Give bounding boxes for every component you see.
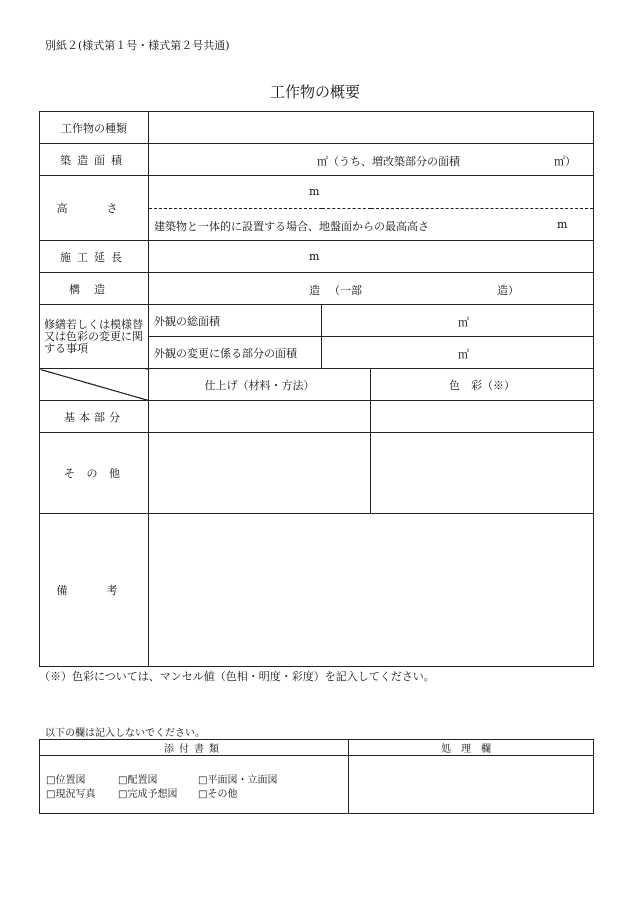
base-color-field[interactable] [371,401,594,433]
kind-field[interactable] [149,112,594,144]
kind-label: 工作物の種類 [40,112,149,144]
total-area-unit: ㎡ [458,316,469,329]
page-title: 工作物の概要 [269,83,360,101]
other-color-field[interactable] [371,433,594,514]
base-finish-field[interactable] [149,401,371,433]
attach-header: 添付書類 [40,740,349,756]
color-note: （※）色彩については、マンセル値（色相・明度・彩度）を記入してください。 [39,670,435,683]
office-instruction: 以下の欄は記入しないでください。 [45,728,205,739]
length-unit: m [309,250,320,263]
process-field [349,756,594,814]
form-reference: 別紙２(様式第１号・様式第２号共通) [45,39,230,52]
color-header: 色 彩（※） [371,369,594,401]
height-label: 高 さ [40,176,149,241]
changed-area-field[interactable] [322,337,594,369]
total-area-field[interactable] [322,305,594,337]
area-field[interactable] [149,144,594,176]
remarks-field[interactable] [149,514,594,667]
total-area-label: 外観の総面積 [149,305,322,337]
structure-field[interactable] [149,273,594,305]
process-header: 処理欄 [349,740,594,756]
max-height-field[interactable] [149,209,594,241]
finish-header: 仕上げ（材料・方法） [149,369,371,401]
attach-photo[interactable]: □現況写真 [46,789,96,800]
length-label: 施工延長 [40,241,149,273]
repair-label: 修繕若しくは模様替又は色彩の変更に関する事項 [40,305,149,369]
attach-other[interactable]: □その他 [198,789,238,800]
area-label: 築造面積 [40,144,149,176]
area-unit-end: ㎡） [554,155,576,168]
attachments-cell [40,756,349,814]
area-unit: ㎡（うち、増改築部分の面積 [317,155,460,168]
height-field[interactable] [149,176,594,209]
attach-layout-plan[interactable]: □配置図 [118,775,158,786]
attach-rendering[interactable]: □完成予想図 [118,789,178,800]
structure-value: 造 [309,284,320,297]
length-field[interactable] [149,241,594,273]
structure-partial-end: 造） [497,284,519,297]
other-label: そ の 他 [40,433,149,514]
structure-label: 構造 [40,273,149,305]
overview-table [39,111,594,667]
structure-partial: （一部 [329,284,362,297]
max-height-unit: m [557,218,568,231]
attach-floor-elevation[interactable]: □平面図・立面図 [198,775,278,786]
office-table [39,739,594,814]
changed-area-label: 外観の変更に係る部分の面積 [149,337,322,369]
diagonal-header-cell [40,369,149,401]
max-height-note: 建築物と一体的に設置する場合、地盤面からの最高高さ [154,220,429,233]
remarks-label: 備 考 [40,514,149,667]
attach-location-map[interactable]: □位置図 [46,775,86,786]
changed-area-unit: ㎡ [458,348,469,361]
height-unit: m [309,185,320,198]
base-label: 基本部分 [40,401,149,433]
other-finish-field[interactable] [149,433,371,514]
